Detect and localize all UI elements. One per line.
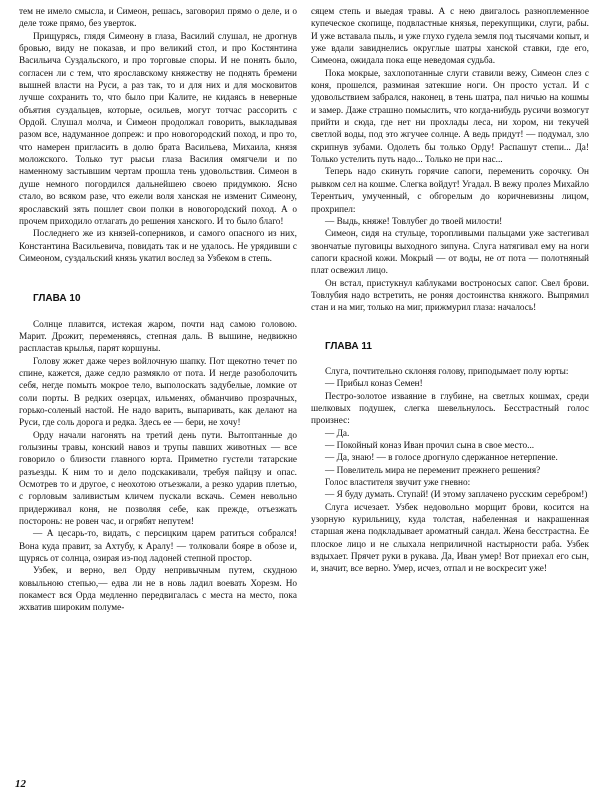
paragraph: Солнце плавится, истекая жаром, почти над самою головою. Марит. Дрожит, переменяясь, степная даль. В вышине, недвижно распластав крылья, парят коршуны.: [19, 319, 297, 355]
paragraph: Орду начали нагонять на третий день пути. Вытоптанные до голызины травы, конский навоз и трупы павших животных — все говорило о близости главного юрта. Приметно густели татарские разъезды. К ним то и дело подскакивали, требуя пайцзу и опас. Осмотрев то и другое, с неохотою отъезжали, а резко ударив плетью, с горловым заливистым кличем пускали вскачь. Семен невольно придерживал коня, не позволяя себе, как прежде, отъезжать посторонь: не ровен час, и огрябят непутем!: [19, 430, 297, 528]
paragraph: сяцем степь и выедая травы. А с нею двигалось разноплеменное купеческое скопище, подвластные князья, перекупщики, слуги, рабы. И уже вставала пыль, и уже глухо гудела земля под тысячами копыт, и уже вдали завиднелись округлые шатры ханской ставки, где его, Симеона, ожидала пока еще неведомая судьба.: [311, 7, 589, 67]
paragraph: — Повелитель мира не переменит прежнего решения?: [325, 465, 541, 476]
paragraph: Последнего же из князей-соперников, и самого опасного из них, Константина Васильевича, повидать так и не удалось. Не урядивши с Симеоном, суздальский князь укатил вослед за Узбеком в степь.: [19, 229, 297, 264]
paragraph: Голос властителя звучит уже гневно:: [325, 478, 471, 489]
paragraph: Теперь надо скинуть горячие сапоги, переменить сорочку. Он рывком сел на кошме. Слегка войдут! Угадал. В вежу пролез Михайло Терентьич, умученный, с обгорелым до коричневизны лицом, прохрипел:: [311, 167, 589, 215]
chapter-heading: ГЛАВА 11: [325, 340, 372, 352]
paragraph: — Да, знаю! — в голосе дрогнуло сдержанное нетерпение.: [325, 453, 558, 464]
page-number: 12: [15, 778, 26, 790]
paragraph: Пестро-золотое изваяние в глубине, на светлых кошмах, среди шелковых подушек, слегка шевельнулось. Бесстрастный голос произнес:: [311, 391, 589, 427]
left-column: [19, 6, 297, 615]
paragraph: — Покойный коназ Иван прочил сына в свое место...: [325, 441, 535, 451]
paragraph: — Я буду думать. Ступай! (И этому заплачено русским серебром!): [325, 490, 588, 501]
paragraph: Симеон, сидя на стульце, торопливыми пальцами уже застегивал звончатые пуговицы выходного зипуна. Слуга натягивал ему на ноги сапоги красной кожи. Мокрый — от воды, не от пота — полотняный плат освежил лицо.: [311, 229, 589, 277]
paragraph: Прищурясь, глядя Симеону в глаза, Василий слушал, не дрогнув бровью, виду не показав, и про великий стол, и про Костянтина Васильича Суздальского, и про торговые споры. И не понять было, согласен ли с тем, что ярославскому княжеству не поднять бремени вышней власти на Руси, а раз так, то и для них и для московитов лучше сохранить то, что было при Калите, не кидаясь в неверные объятия суздальцев, которые, осильев, могут тотчас рассорить с Ордой. Слушал молча, и Симеон продолжал говорить, выкладывая разом все, надуманное допреж: и про новогородский поход, и про то, что намерен пригласить в долю брата Васильева, Михаила, князя моложского. Только тут рысьи глаза Василия омягчели и по наменному застывшим чертам прошла тень удовольствия. Симеон в душе немного погордился дальнейшею своею придумкою. Ясно стало, во всяком разе, что ежели воля ханская не изменит Симеону, ярославский зять пошлет свои полки в новогородский поход. А о прочем приходило отлагать до решения ханского. И то было благо!: [19, 31, 297, 227]
paragraph: — Выдь, княже! Товлубег до твоей милости!: [325, 216, 503, 227]
paragraph: — Прибыл коназ Семен!: [325, 379, 423, 390]
paragraph: Он встал, пристукнул каблуками востроносых сапог. Свел брови. Товлубия надо встретить, не роняя достоинства княжого. Выпрямил стан и на миг, только на миг, прижмурил глаза: началось!: [311, 278, 589, 314]
paragraph: — Да.: [325, 428, 350, 439]
chapter-heading: ГЛАВА 10: [33, 293, 81, 305]
paragraph: Голову жжет даже через войлочную шапку. Пот щекотно течет по спине, кажется, даже седло размякло от пота. И негде разоболочить себя, негде помыть мокрое тело, выполоскать задубелые, ломкие от соли порты. В редких озерцах, ильменях, обманчиво прозрачных, горько-соленый настой. Не надо варить, выпаривать, как делают на Руси, где соль дорога и редка. Здесь ее — бери, не хочу!: [19, 356, 297, 429]
paragraph: тем не имело смысла, и Симеон, решась, заговорил прямо о деле, и о деле тоже прямо, без уверток.: [19, 7, 297, 30]
paragraph: Слуга исчезает. Узбек недовольно морщит брови, косится на узорную курильницу, куда толстая, набеленная и накрашенная старшая жена подкладывает ароматный сандал. Жена бесстрастна. Ее плоское лицо и не слыхала неприличной настырности раба. Узбек вздыхает. Прячет руки в рукава. Да, Иван умер! Вот приехал его сын, и, значит, все верно. Умер, исчез, отпал и не воскресит уже!: [311, 502, 589, 575]
paragraph: Пока мокрые, захлопотанные слуги ставили вежу, Симеон слез с коня, прошелся, разминая затекшие ноги. Он просто устал. И с удовольствием забрался, наконец, в тень шатра, пал ничью на кошмы и замер. Даже страшно помыслить, что когда-нибудь русичи возмогут прийти и сюда, где нет ни прохлады леса, ни хором, ни текучей светлой воды, под это жгучее солнце. А ведь придут! — подумал, зло скрипнув зубами. Одолеть бы только Орду! Распашут степи... Да! Только устелить путь надо... Только не при нас...: [311, 68, 589, 166]
right-column: [311, 6, 589, 576]
paragraph: Слуга, почтительно склоняя голову, приподымает полу юрты:: [325, 366, 569, 377]
paragraph: Узбек, и верно, вел Орду непривычным путем, скудною ковыльною степью,— едва ли не в новь ладил воевать Хорезм. Но покамест вся Орда медленно передвигалась с места на место, покa жхватив широким полуме-: [19, 566, 297, 614]
paragraph: — А цесарь-то, видать, с персицким царем ратиться собрался! Вона куда правит, за Ахтубу, к Аралу! — толковали бояре в обозе и, щурясь от солнца, озирая из-под ладоней степной простор.: [19, 529, 297, 565]
